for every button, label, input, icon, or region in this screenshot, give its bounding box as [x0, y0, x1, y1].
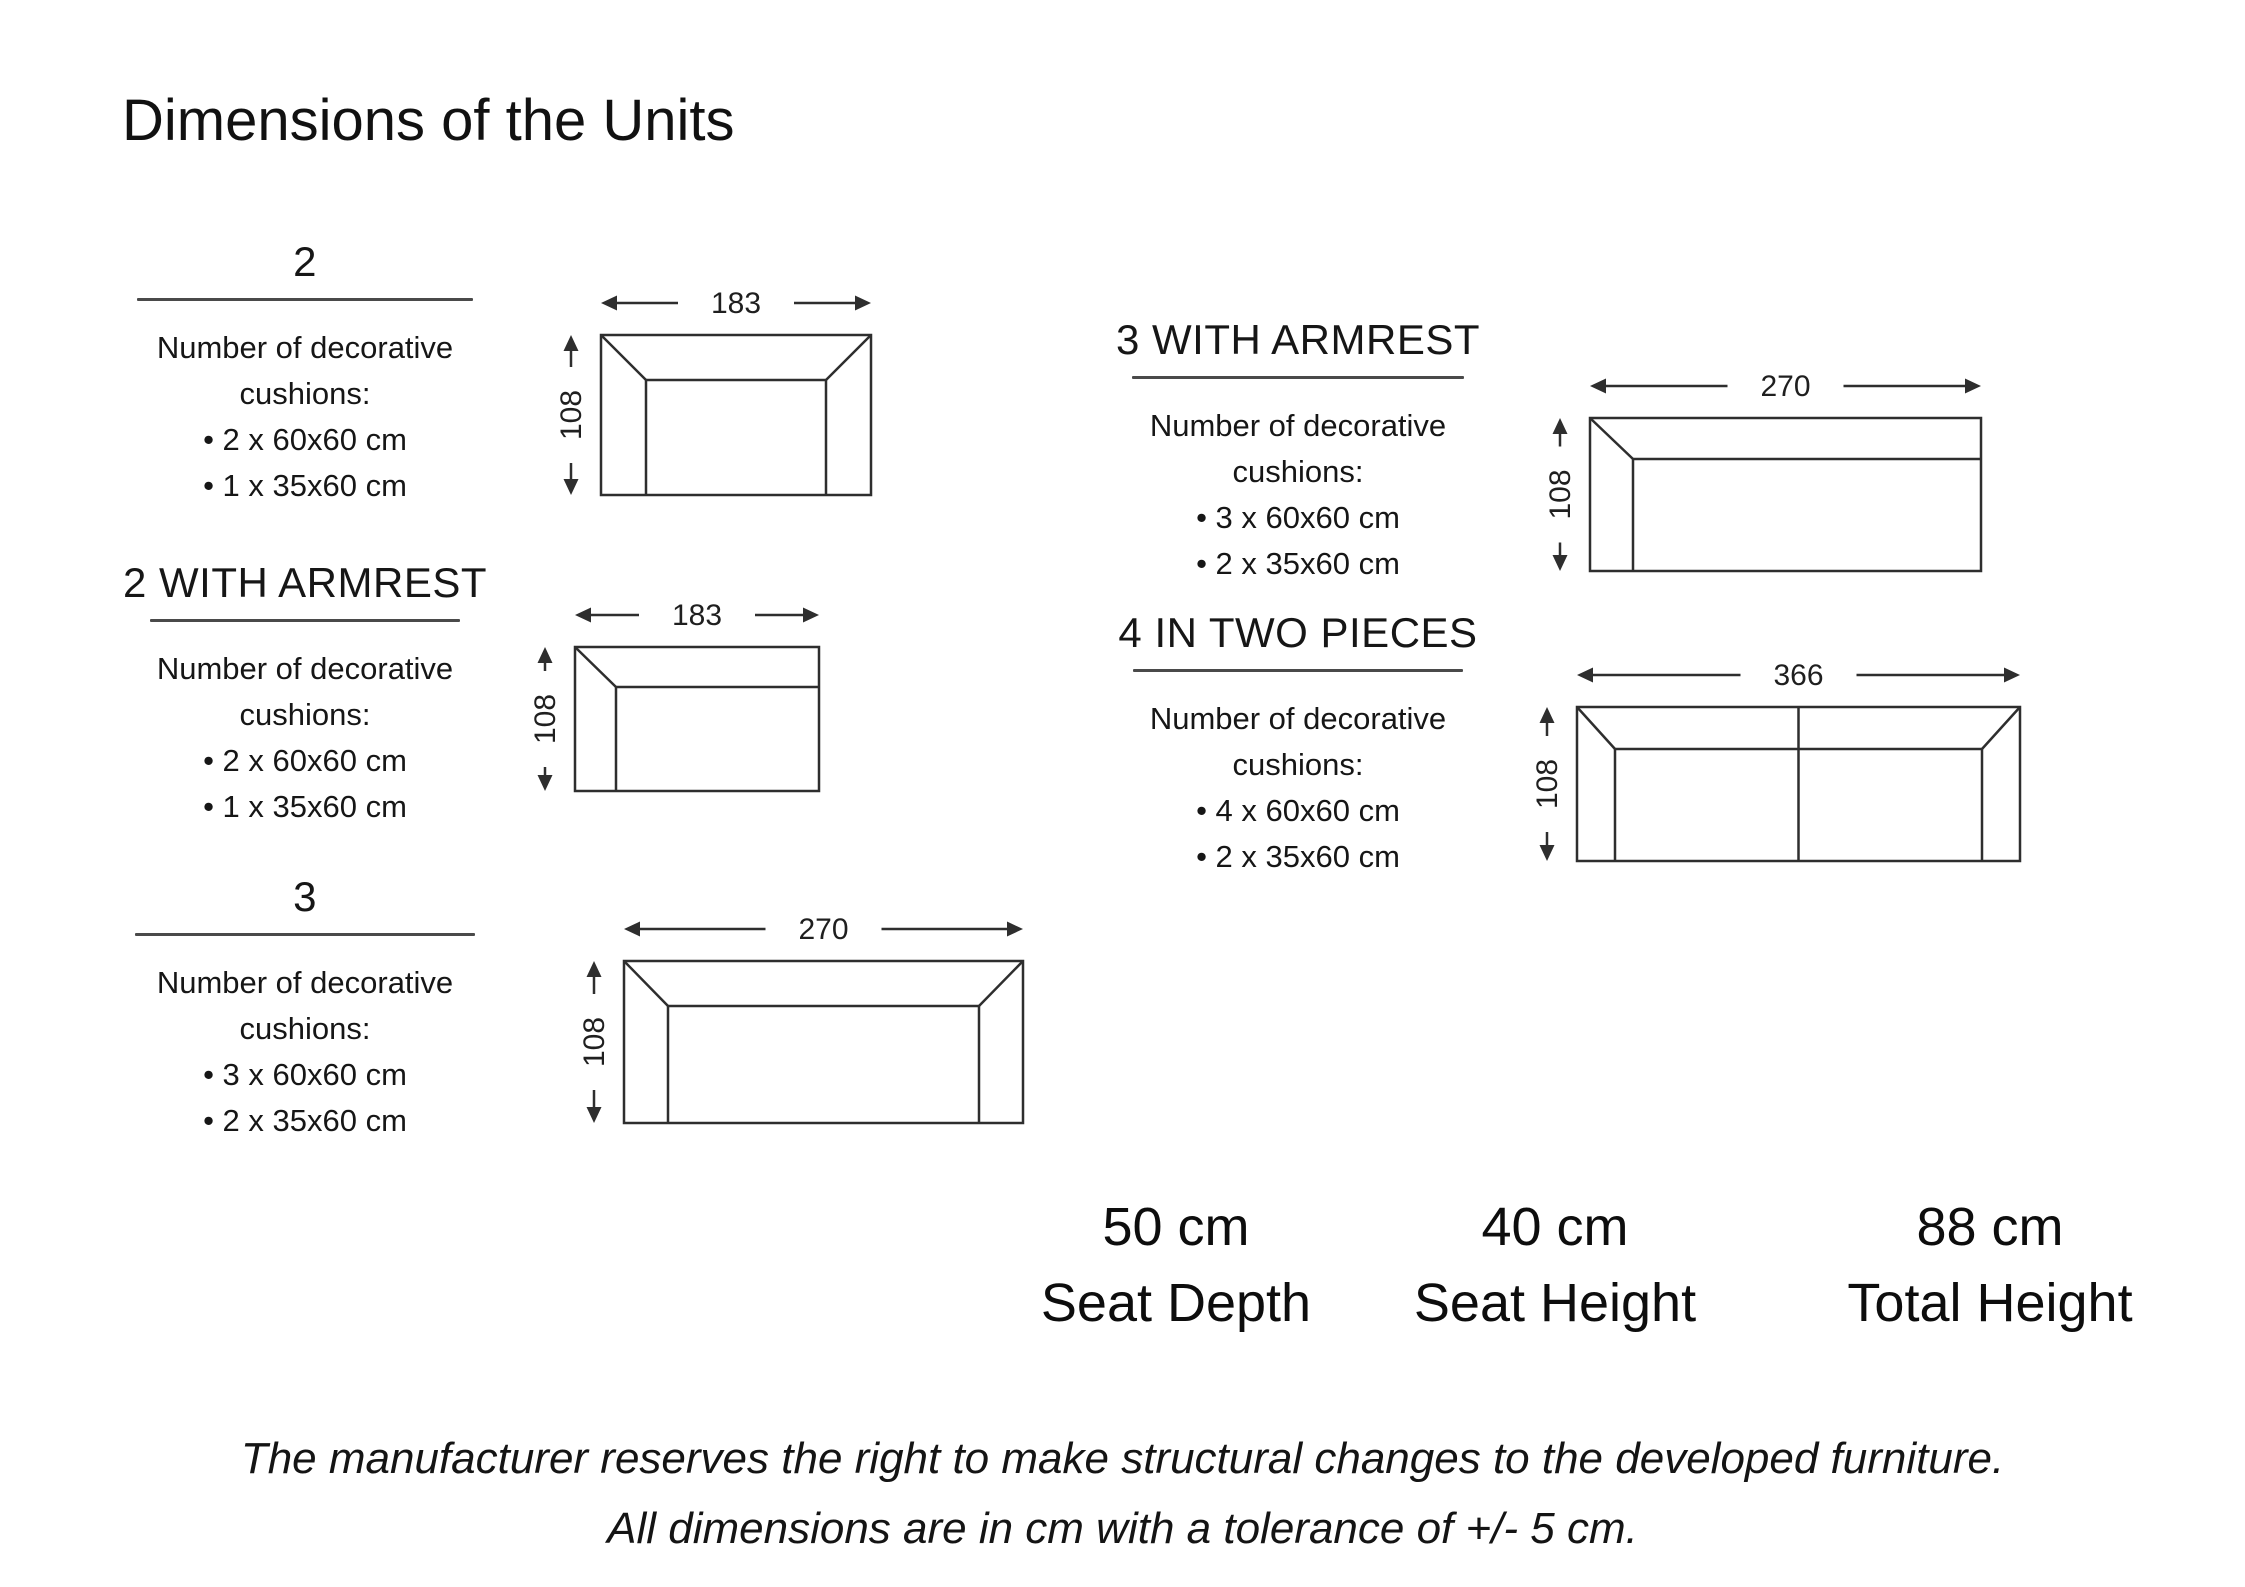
unit-heading: 3: [293, 873, 317, 920]
svg-text:108: 108: [1544, 469, 1577, 520]
sofa-plan-svg: [568, 909, 1039, 1137]
svg-text:183: 183: [710, 287, 762, 320]
sofa-plan-svg: [545, 283, 887, 509]
svg-text:270: 270: [1760, 370, 1811, 403]
sofa-plan-3-with-armrest: [1534, 366, 1997, 590]
unit-heading: 2: [293, 238, 317, 285]
spec-value: 40 cm: [1481, 1197, 1629, 1257]
cushion-bullet: • 2 x 35x60 cm: [1196, 839, 1400, 874]
unit-heading: 4 IN TWO PIECES: [1118, 609, 1478, 656]
svg-text:108: 108: [578, 1016, 611, 1068]
spec-label: Total Height: [1847, 1273, 2133, 1333]
footer-notes: [0, 1424, 2245, 1564]
cushion-bullet: • 4 x 60x60 cm: [1196, 793, 1400, 828]
unit-section-2: [110, 238, 500, 509]
cushion-bullet: • 2 x 35x60 cm: [203, 1103, 407, 1138]
unit-section-3: [110, 873, 500, 1144]
cushions-title: Number of decorative cushions:: [156, 965, 454, 1046]
svg-text:108: 108: [529, 693, 562, 745]
sofa-plan-2-with-armrest: [519, 595, 835, 810]
sofa-plan-3: [568, 909, 1039, 1142]
heading-underline: [1132, 376, 1464, 379]
svg-text:183: 183: [671, 599, 723, 632]
spec-total-height: [1770, 1196, 2210, 1334]
cushion-bullet: • 1 x 35x60 cm: [203, 468, 407, 503]
unit-heading: 3 WITH ARMREST: [1115, 316, 1481, 363]
sofa-plan-svg: [1534, 366, 1997, 585]
cushion-bullet: • 2 x 60x60 cm: [203, 743, 407, 778]
spec-value: 50 cm: [1102, 1197, 1250, 1257]
heading-underline: [150, 619, 460, 622]
unit-heading: 2 WITH ARMREST: [122, 559, 488, 606]
cushion-bullet: • 2 x 35x60 cm: [1196, 546, 1400, 581]
svg-text:270: 270: [798, 913, 849, 946]
cushions-title: Number of decorative cushions:: [156, 330, 454, 411]
cushions-title: Number of decorative cushions:: [156, 651, 454, 732]
cushion-bullet: • 3 x 60x60 cm: [1196, 500, 1400, 535]
spec-label: Seat Height: [1413, 1273, 1697, 1333]
sofa-plan-svg: [519, 595, 835, 805]
spec-seat-depth: [956, 1196, 1396, 1334]
cushion-bullet: • 3 x 60x60 cm: [203, 1057, 407, 1092]
unit-section-3-with-armrest: [1103, 316, 1493, 587]
cushion-bullet: • 2 x 60x60 cm: [203, 422, 407, 457]
heading-underline: [137, 298, 473, 301]
svg-text:108: 108: [555, 389, 588, 441]
spec-label: Seat Depth: [1040, 1273, 1312, 1333]
unit-section-2-with-armrest: [110, 559, 500, 830]
sofa-plan-svg: [1521, 655, 2036, 875]
unit-section-4-in-two-pieces: [1103, 609, 1493, 880]
svg-text:108: 108: [1531, 758, 1564, 810]
note-line: All dimensions are in cm with a tolerance of +/- 5 cm.: [607, 1504, 1638, 1553]
cushions-title: Number of decorative cushions:: [1149, 408, 1447, 489]
note-line: The manufacturer reserves the right to make structural changes to the developed furniture.: [240, 1434, 2005, 1483]
cushion-bullet: • 1 x 35x60 cm: [203, 789, 407, 824]
page-title: Dimensions of the Units: [122, 88, 735, 153]
sofa-plan-2: [545, 283, 887, 514]
cushions-title: Number of decorative cushions:: [1149, 701, 1447, 782]
spec-seat-height: [1335, 1196, 1775, 1334]
heading-underline: [135, 933, 475, 936]
spec-value: 88 cm: [1916, 1197, 2064, 1257]
svg-text:366: 366: [1773, 659, 1824, 692]
heading-underline: [1133, 669, 1463, 672]
sofa-plan-4-in-two-pieces: [1521, 655, 2036, 880]
